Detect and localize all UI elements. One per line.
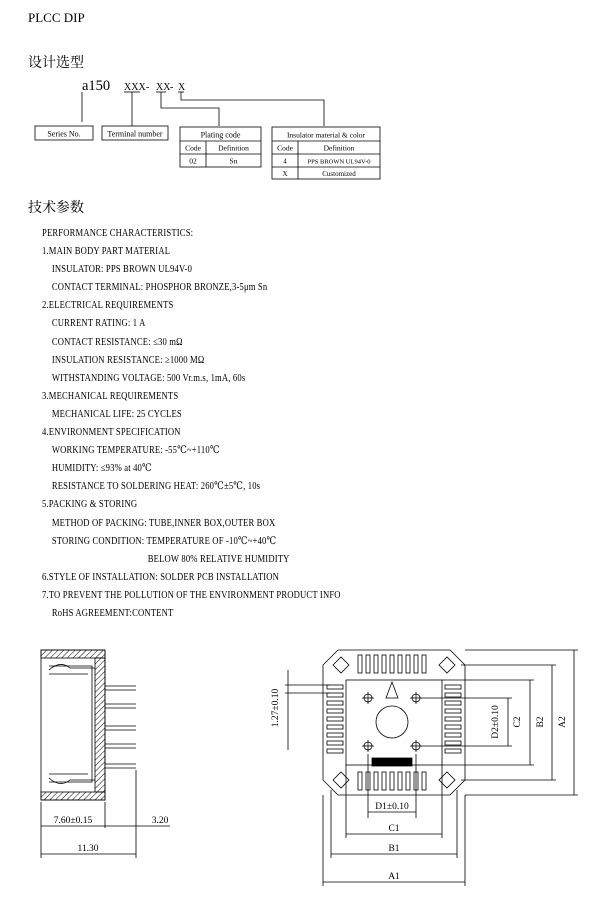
spec-line: STORING CONDITION: TEMPERATURE OF -10℃~+40℃ — [51, 535, 277, 547]
plating-col-def: Definition — [218, 143, 249, 153]
spec-line: WITHSTANDING VOLTAGE: 500 Vr.m.s, 1mA, 60s — [51, 372, 246, 384]
spec-line: INSULATION RESISTANCE: ≥1000 MΩ — [51, 354, 205, 366]
spec-line: RESISTANCE TO SOLDERING HEAT: 260℃±5℃, 10s — [51, 481, 261, 493]
top-dim-a1: A1 — [388, 872, 400, 882]
series-label: Series No. — [47, 129, 81, 139]
top-view-drawing — [285, 650, 578, 886]
spec-line: 1.MAIN BODY PART MATERIAL — [42, 246, 171, 258]
section-heading-model-selection: 设计选型 — [28, 55, 84, 71]
spec-line: CURRENT RATING: 1 A — [51, 318, 146, 330]
top-contacts-right-col — [445, 685, 461, 753]
insulator-row-code: X — [282, 170, 288, 178]
top-dim-b1: B1 — [388, 844, 400, 854]
spec-line: METHOD OF PACKING: TUBE,INNER BOX,OUTER BOX — [51, 517, 276, 529]
model-dash-1: - — [146, 82, 150, 93]
page-title: PLCC DIP — [28, 10, 85, 25]
insulator-title: Insulator material & color — [286, 130, 366, 140]
spec-line: PERFORMANCE CHARACTERISTICS: — [42, 228, 194, 239]
side-dim-pin: 3.20 — [151, 816, 169, 826]
insulator-row-def: Customized — [322, 170, 356, 178]
spec-line: 5.PACKING & STORING — [42, 499, 138, 511]
insulator-row-def: PPS BROWN UL94V-0 — [307, 158, 371, 166]
top-contacts-top-row — [358, 655, 426, 673]
spec-line: RoHS AGREEMENT:CONTENT — [51, 607, 174, 619]
spec-line: 3.MECHANICAL REQUIREMENTS — [42, 390, 179, 402]
top-dim-pitch: 1.27±0.10 — [271, 688, 281, 728]
spec-line: 2.ELECTRICAL REQUIREMENTS — [42, 300, 174, 312]
side-dim-total: 11.30 — [77, 844, 99, 854]
plating-leader — [161, 92, 219, 126]
spec-line: CONTACT TERMINAL: PHOSPHOR BRONZE,3-5μm Sn — [51, 282, 268, 294]
spec-line: WORKING TEMPERATURE: -55℃~+110℃ — [51, 445, 220, 457]
model-code-diagram — [0, 70, 600, 190]
top-dim-c1: C1 — [388, 824, 400, 834]
section-heading-technical-parameters: 技术参数 — [28, 200, 84, 216]
spec-line: CONTACT RESISTANCE: ≤30 mΩ — [51, 336, 183, 348]
top-dim-d1: D1±0.10 — [375, 802, 409, 812]
model-dash-2: - — [170, 82, 174, 93]
insulator-col-code: Code — [277, 143, 293, 153]
top-contacts-left-col — [327, 685, 343, 753]
spec-line: 4.ENVIRONMENT SPECIFICATION — [42, 427, 181, 439]
insulator-row-code: 4 — [283, 157, 287, 166]
model-part-terminal: XXX — [124, 82, 146, 93]
spec-line: INSULATOR: PPS BROWN UL94V-0 — [51, 264, 193, 276]
plating-row-def: Sn — [229, 156, 238, 166]
insulator-leader — [181, 92, 324, 126]
side-view-drawing — [41, 650, 170, 858]
top-dim-c2: C2 — [513, 716, 523, 728]
plating-row-code: 02 — [189, 156, 197, 166]
insulator-col-def: Definition — [323, 143, 355, 153]
spec-line: MECHANICAL LIFE: 25 CYCLES — [51, 408, 182, 420]
side-dim-body: 7.60±0.15 — [53, 816, 93, 826]
plating-title: Plating code — [200, 130, 241, 140]
model-part-insulator: X — [178, 82, 186, 93]
performance-characteristics — [42, 225, 562, 623]
terminal-label: Terminal number — [107, 129, 163, 139]
model-prefix: a150 — [82, 78, 111, 94]
dimension-drawings — [0, 640, 600, 902]
plating-col-code: Code — [185, 143, 201, 153]
model-part-plating: XX — [156, 82, 171, 93]
top-dim-a2: A2 — [558, 716, 568, 728]
spec-line: 6.STYLE OF INSTALLATION: SOLDER PCB INSTALLATION — [42, 571, 280, 583]
top-dim-b2: B2 — [536, 716, 546, 728]
spec-line: BELOW 80% RELATIVE HUMIDITY — [147, 553, 290, 565]
spec-line: 7.TO PREVENT THE POLLUTION OF THE ENVIRONMENT PRODUCT INFO — [42, 589, 341, 601]
spec-line: HUMIDITY: ≤93% at 40℃ — [51, 463, 152, 475]
top-dim-d2: D2±0.10 — [491, 705, 501, 739]
